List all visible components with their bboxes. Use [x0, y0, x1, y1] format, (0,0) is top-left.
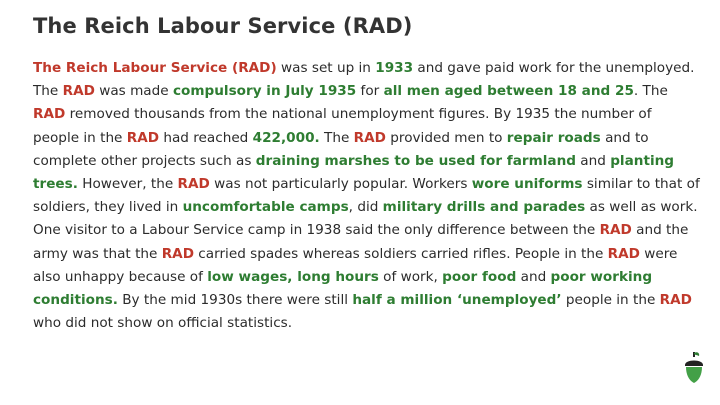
green-highlight-phrase: half a million ‘unemployed’: [352, 292, 562, 309]
body-text-run: However, the: [77, 176, 178, 193]
body-text-run: was not particularly popular. Workers: [209, 176, 472, 193]
green-highlight-phrase: uncomfortable camps: [182, 199, 349, 216]
acorn-icon: [682, 350, 706, 384]
body-text-run: who did not show on official statistics.: [33, 315, 293, 332]
green-highlight-phrase: compulsory in July 1935: [172, 83, 357, 100]
body-text-run: and: [516, 268, 551, 285]
green-highlight-phrase: low wages, long hours: [207, 268, 379, 285]
red-highlight-term: RAD: [353, 129, 386, 146]
green-highlight-phrase: all men aged between 18 and 25: [383, 83, 634, 100]
red-highlight-term: RAD: [33, 106, 66, 123]
green-highlight-phrase: draining marshes to be used for farmland: [255, 152, 576, 169]
body-text-run: of work,: [378, 268, 443, 285]
body-text-run: were also unhappy because of: [33, 245, 678, 285]
body-text-run: and the army was that the: [33, 222, 689, 262]
body-text-run: for: [356, 83, 384, 100]
red-highlight-term: RAD: [161, 245, 194, 262]
red-highlight-term: RAD: [126, 129, 160, 146]
body-text-run: had reached: [159, 129, 253, 146]
green-highlight-phrase: planting trees.: [33, 152, 675, 193]
body-text-run: provided men to: [385, 129, 507, 146]
body-text-run: , did: [348, 199, 383, 216]
body-paragraph: [33, 57, 701, 335]
red-highlight-term: RAD: [607, 245, 640, 262]
red-highlight-term: RAD: [177, 176, 210, 193]
green-highlight-phrase: wore uniforms: [471, 176, 583, 193]
body-text-run: . The: [633, 83, 668, 100]
green-highlight-phrase: military drills and parades: [382, 199, 586, 216]
body-text-run: people in the: [561, 292, 660, 309]
page-title: The Reich Labour Service (RAD): [33, 14, 413, 38]
body-text-run: was made: [94, 83, 173, 100]
red-highlight-term: RAD: [62, 83, 95, 100]
body-text-run: was set up in: [276, 60, 376, 76]
red-highlight-term: RAD: [659, 292, 692, 309]
body-text-run: By the mid 1930s there were still: [117, 292, 353, 309]
body-text-run: and: [575, 152, 611, 169]
green-highlight-phrase: 422,000.: [252, 129, 320, 146]
body-text-run: and gave paid work for the unemployed. The: [33, 60, 695, 100]
green-highlight-phrase: 1933: [375, 60, 414, 76]
green-highlight-phrase: poor food: [442, 268, 517, 285]
body-text-run: and to complete other projects such as: [33, 129, 649, 169]
body-text-run: The: [319, 129, 354, 146]
red-highlight-term: RAD: [599, 222, 632, 239]
green-highlight-phrase: repair roads: [506, 129, 601, 146]
body-text-run: carried spades whereas soldiers carried rifles. People in the: [193, 245, 608, 262]
body-text-run: similar to that of soldiers, they lived in: [33, 176, 700, 216]
green-highlight-phrase: poor working conditions.: [33, 268, 653, 309]
body-text-run: removed thousands from the national unemployment figures. By 1935 the number of people in the: [33, 106, 652, 146]
body-text-run: as well as work. One visitor to a Labour Service camp in 1938 said the only difference between the: [33, 199, 698, 239]
red-highlight-term: The Reich Labour Service (RAD): [33, 60, 277, 76]
